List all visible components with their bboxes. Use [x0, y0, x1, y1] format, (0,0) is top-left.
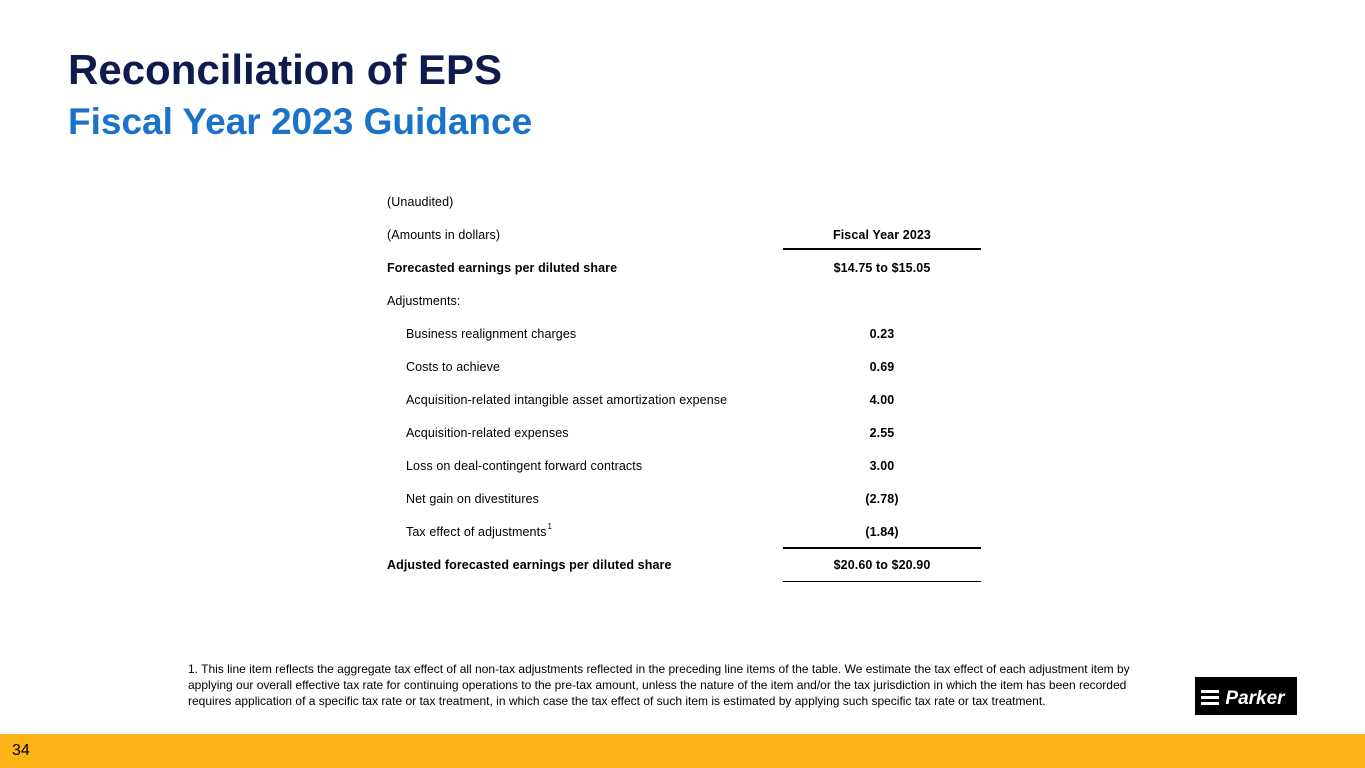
- row-value: (2.78): [865, 492, 899, 506]
- table-row: [387, 449, 981, 482]
- footer-bar: [0, 734, 1365, 768]
- table-row-forecasted: [387, 251, 981, 284]
- footnote-marker: 1: [547, 522, 553, 531]
- row-label: Costs to achieve: [406, 360, 501, 374]
- table-row: [387, 350, 981, 383]
- row-value: $14.75 to $15.05: [833, 261, 931, 275]
- eps-reconciliation-table: [387, 185, 981, 581]
- parker-logo: [1195, 677, 1297, 715]
- table-row-adjustments-heading: [387, 284, 981, 317]
- logo-wordmark: Parker: [1225, 688, 1285, 709]
- row-label-text: Tax effect of adjustments: [406, 525, 547, 539]
- row-label: Business realignment charges: [406, 327, 577, 341]
- table-row-adjusted: [387, 548, 981, 581]
- page-subtitle: Fiscal Year 2023 Guidance: [68, 101, 533, 142]
- page-number: 34: [12, 742, 30, 759]
- table-row: [387, 515, 981, 548]
- footnote: 1. This line item reflects the aggregate tax effect of all non-tax adjustments reflected in the preceding line items of the table. We estimate the tax effect of each adjustment item by applying our overall effective tax rate for continuing operations to the pre-tax amount, unless the nature of the item and/or the tax jurisdiction in which the item has been recorded requires application of a specific tax rate or tax treatment, in which case the tax effect of such item is estimated by applying such specific tax rate or tax treatment.: [188, 662, 1130, 708]
- row-label: Acquisition-related intangible asset amortization expense: [406, 393, 728, 407]
- unaudited-note: (Unaudited): [387, 195, 454, 209]
- row-value: (1.84): [865, 525, 899, 539]
- total-divider: [783, 581, 981, 582]
- row-label: Net gain on divestitures: [406, 492, 540, 506]
- page-title: Reconciliation of EPS: [68, 46, 503, 93]
- units-label: (Amounts in dollars): [387, 228, 501, 242]
- header-divider: [783, 248, 981, 250]
- row-label: Forecasted earnings per diluted share: [387, 261, 618, 275]
- row-label: [406, 522, 553, 539]
- table-row: [387, 383, 981, 416]
- parker-logo-mark: [1195, 677, 1297, 715]
- table-row: [387, 416, 981, 449]
- column-header: Fiscal Year 2023: [833, 228, 931, 242]
- row-label: Loss on deal-contingent forward contracts: [406, 459, 643, 473]
- table-row: [387, 482, 981, 515]
- row-value: $20.60 to $20.90: [833, 558, 931, 572]
- table-row: [387, 317, 981, 350]
- table-header-row: [387, 218, 981, 251]
- row-value: 4.00: [869, 393, 895, 407]
- adjustments-label: Adjustments:: [387, 294, 461, 308]
- table-row-unaudited: [387, 185, 981, 218]
- row-label: Acquisition-related expenses: [406, 426, 569, 440]
- row-value: 2.55: [869, 426, 895, 440]
- row-value: 0.23: [869, 327, 895, 341]
- row-value: 3.00: [869, 459, 895, 473]
- row-label: Adjusted forecasted earnings per diluted share: [387, 558, 672, 572]
- row-value: 0.69: [869, 360, 895, 374]
